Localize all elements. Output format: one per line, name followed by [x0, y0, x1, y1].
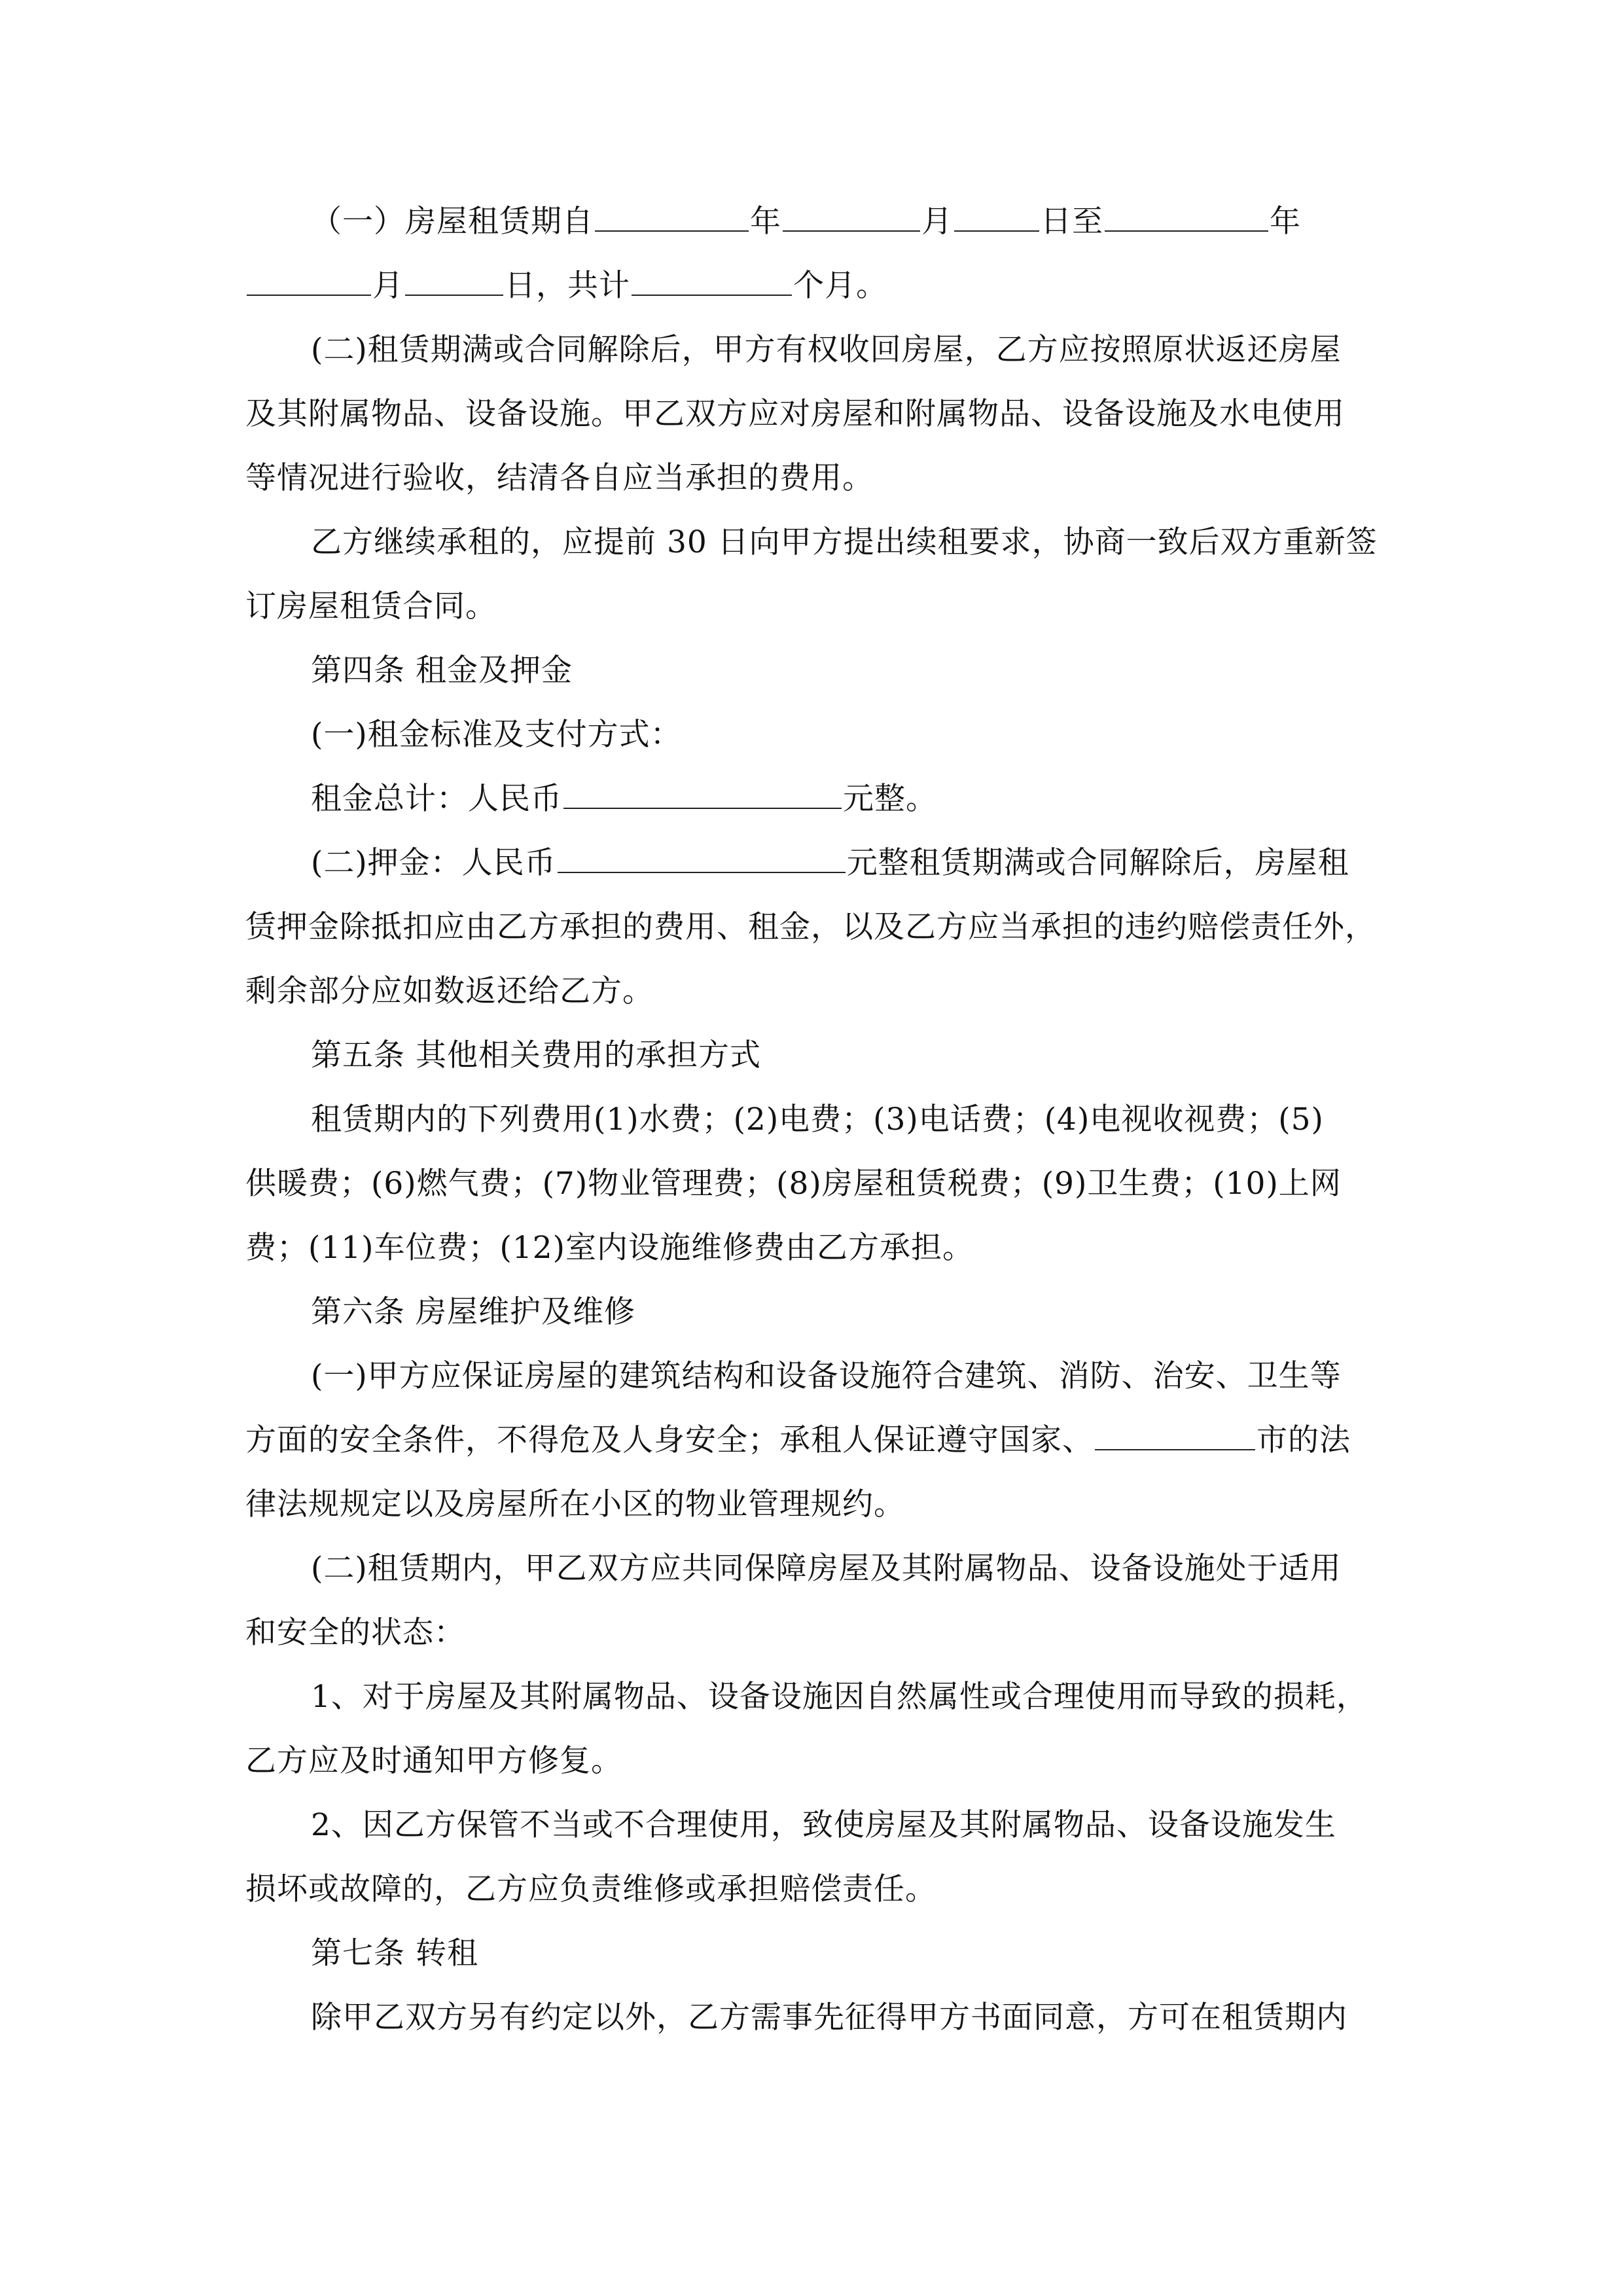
text: 个月。	[793, 268, 887, 304]
paragraph-line: 赁押金除抵扣应由乙方承担的费用、租金，以及乙方应当承担的违约赔偿责任外，	[245, 909, 1376, 945]
deposit-line-1	[245, 831, 1378, 895]
article-4-title: 第四条 租金及押金	[311, 653, 573, 689]
text: (二)押金：人民币	[311, 845, 556, 881]
text: 年	[1270, 204, 1301, 240]
text: 年	[750, 204, 781, 240]
blank-end-day[interactable]	[405, 268, 503, 296]
lease-term-line-1	[245, 190, 1378, 254]
text: 市的法	[1257, 1422, 1351, 1458]
blank-start-month[interactable]	[783, 204, 920, 232]
text: 月	[372, 268, 404, 304]
paragraph-line: 剩余部分应如数返还给乙方。	[245, 973, 654, 1009]
paragraph-line: 和安全的状态：	[245, 1615, 465, 1651]
lease-term-line-2	[245, 254, 1378, 318]
paragraph-line: 费；(11)车位费；(12)室内设施维修费由乙方承担。	[245, 1230, 974, 1266]
text: 日，共计	[505, 268, 630, 304]
paragraph-line: 供暖费；(6)燃气费；(7)物业管理费；(8)房屋租赁税费；(9)卫生费；(10)上网	[245, 1166, 1342, 1202]
article-7-title: 第七条 转租	[311, 1935, 478, 1971]
blank-end-month[interactable]	[247, 268, 371, 296]
paragraph-line: 乙方应及时通知甲方修复。	[245, 1743, 622, 1779]
paragraph-line: 等情况进行验收，结清各自应当承担的费用。	[245, 460, 874, 496]
blank-rent-amount[interactable]	[563, 781, 842, 809]
paragraph-line: 1、对于房屋及其附属物品、设备设施因自然属性或合理使用而导致的损耗，	[311, 1679, 1368, 1715]
document-page	[245, 190, 1378, 2050]
rent-total-line	[245, 767, 1378, 831]
paragraph-line: 损坏或故障的，乙方应负责维修或承担赔偿责任。	[245, 1871, 936, 1907]
paragraph-line: (一)甲方应保证房屋的建筑结构和设备设施符合建筑、消防、治安、卫生等	[311, 1358, 1342, 1394]
paragraph-line: 乙方继续承租的，应提前 30 日向甲方提出续租要求，协商一致后双方重新签	[311, 524, 1378, 560]
blank-end-year[interactable]	[1105, 204, 1268, 232]
paragraph-line: (二)租赁期满或合同解除后，甲方有权收回房屋，乙方应按照原状返还房屋	[311, 332, 1342, 368]
paragraph-line: 租赁期内的下列费用(1)水费；(2)电费；(3)电话费；(4)电视收视费；(5)	[311, 1102, 1324, 1138]
article-5-title: 第五条 其他相关费用的承担方式	[311, 1037, 761, 1073]
article-6-title: 第六条 房屋维护及维修	[311, 1294, 635, 1330]
text: 方面的安全条件，不得危及人身安全；承租人保证遵守国家、	[245, 1422, 1094, 1458]
text: 租金总计：人民币	[311, 781, 562, 817]
blank-start-day[interactable]	[954, 204, 1039, 232]
text: 月	[921, 204, 953, 240]
paragraph-line: (一)租金标准及支付方式：	[311, 717, 682, 753]
paragraph-line: 及其附属物品、设备设施。甲乙双方应对房屋和附属物品、设备设施及水电使用	[245, 396, 1345, 432]
paragraph-line: 除甲乙双方另有约定以外，乙方需事先征得甲方书面同意，方可在租赁期内	[311, 2000, 1347, 2036]
text: 日至	[1041, 204, 1103, 240]
text: 元整。	[843, 781, 937, 817]
blank-deposit-amount[interactable]	[558, 846, 846, 873]
text: （一）房屋租赁期自	[311, 204, 594, 240]
paragraph-line: 订房屋租赁合同。	[245, 588, 497, 624]
city-law-line	[245, 1408, 1378, 1473]
paragraph-line: 2、因乙方保管不当或不合理使用，致使房屋及其附属物品、设备设施发生	[311, 1807, 1336, 1843]
paragraph-line: 律法规规定以及房屋所在小区的物业管理规约。	[245, 1486, 905, 1522]
blank-start-year[interactable]	[595, 204, 749, 232]
blank-city[interactable]	[1095, 1423, 1255, 1450]
blank-total-months[interactable]	[632, 268, 792, 296]
text: 元整租赁期满或合同解除后，房屋租	[846, 845, 1349, 881]
paragraph-line: (二)租赁期内，甲乙双方应共同保障房屋及其附属物品、设备设施处于适用	[311, 1551, 1342, 1587]
